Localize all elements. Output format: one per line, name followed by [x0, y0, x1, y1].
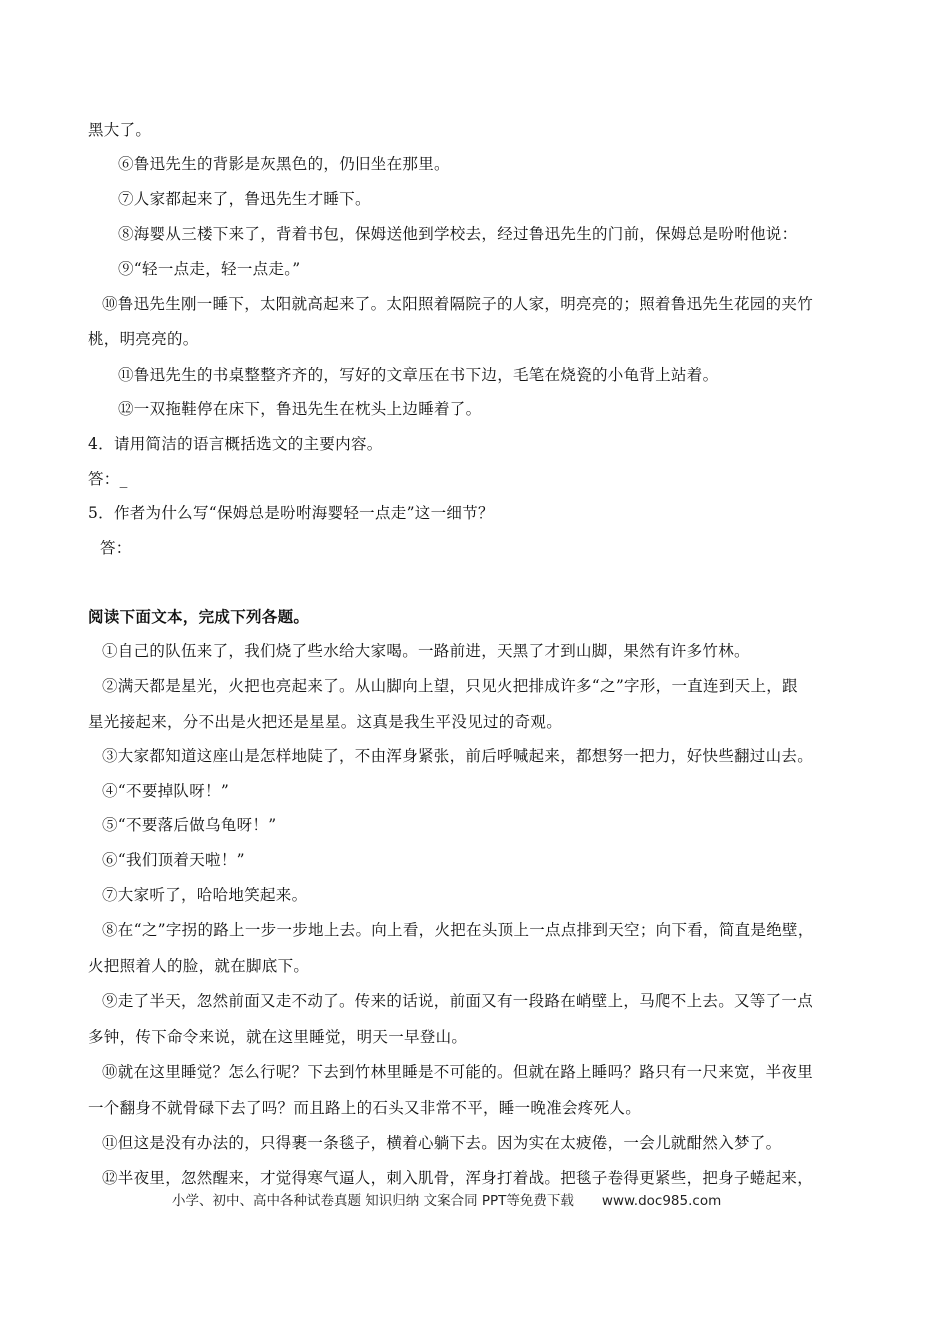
paragraph-line: 一个翻身不就骨碌下去了吗？而且路上的石头又非常不平，睡一晚准会疼死人。 — [88, 1099, 642, 1117]
answer-4: 答：_ — [88, 470, 128, 488]
paragraph-line: ③大家都知道这座山是怎样地陡了，不由浑身紧张，前后呼喊起来，都想努一把力，好快些翻过山去。 — [102, 747, 814, 765]
paragraph-line: ⑨“轻一点走，轻一点走。” — [118, 260, 301, 278]
paragraph-line: ⑫一双拖鞋停在床下，鲁迅先生在枕头上边睡着了。 — [118, 400, 482, 418]
paragraph-line: ⑤“不要落后做乌龟呀！” — [102, 816, 277, 834]
answer-5: 答： — [100, 539, 132, 557]
paragraph-line: ①自己的队伍来了，我们烧了些水给大家喝。一路前进，天黑了才到山脚，果然有许多竹林。 — [102, 642, 750, 660]
paragraph-line: 桃，明亮亮的。 — [88, 330, 199, 348]
paragraph-line: ⑪但这是没有办法的，只得裹一条毯子，横着心躺下去。因为实在太疲倦，一会儿就酣然入梦了。 — [102, 1134, 782, 1152]
paragraph-line: ⑥鲁迅先生的背影是灰黑色的，仍旧坐在那里。 — [118, 155, 450, 173]
paragraph-line: ⑦人家都起来了，鲁迅先生才睡下。 — [118, 190, 371, 208]
paragraph-line: ⑧在“之”字拐的路上一步一步地上去。向上看，火把在头顶上一点点排到天空；向下看，简直是绝壁， — [102, 921, 814, 939]
paragraph-line: ⑫半夜里，忽然醒来，才觉得寒气逼人，刺入肌骨，浑身打着战。把毯子卷得更紧些，把身子蜷起来， — [102, 1169, 814, 1187]
paragraph-line: 黑大了。 — [88, 121, 152, 139]
paragraph-line: 火把照着人的脸，就在脚底下。 — [88, 957, 310, 975]
paragraph-line: ⑩鲁迅先生刚一睡下，太阳就高起来了。太阳照着隔院子的人家，明亮亮的；照着鲁迅先生花园的夹竹 — [102, 295, 814, 313]
question-5: 5．作者为什么写“保姆总是吩咐海婴轻一点走”这一细节？ — [88, 504, 494, 522]
paragraph-line: ②满天都是星光，火把也亮起来了。从山脚向上望，只见火把排成许多“之”字形，一直连到天上，跟 — [102, 677, 798, 695]
footer-url-link[interactable]: www.doc985.com — [601, 1193, 722, 1209]
paragraph-line: ④“不要掉队呀！” — [102, 782, 230, 800]
paragraph-line: 多钟，传下命令来说，就在这里睡觉，明天一早登山。 — [88, 1028, 468, 1046]
footer-text: 小学、初中、高中各种试卷真题 知识归纳 文案合同 PPT等免费下载 — [172, 1193, 574, 1209]
page-footer — [172, 1192, 721, 1210]
question-4: 4．请用简洁的语言概括选文的主要内容。 — [88, 435, 383, 453]
paragraph-line: ⑦大家听了，哈哈地笑起来。 — [102, 886, 308, 904]
paragraph-line: ⑩就在这里睡觉？怎么行呢？下去到竹林里睡是不可能的。但就在路上睡吗？路只有一尺来宽，半夜里 — [102, 1063, 814, 1081]
paragraph-line: 星光接起来，分不出是火把还是星星。这真是我生平没见过的奇观。 — [88, 713, 563, 731]
paragraph-line: ⑧海婴从三楼下来了，背着书包，保姆送他到学校去，经过鲁迅先生的门前，保姆总是吩咐他说： — [118, 225, 798, 243]
paragraph-line: ⑥“我们顶着天啦！” — [102, 851, 245, 869]
section-heading: 阅读下面文本，完成下列各题。 — [88, 608, 310, 626]
paragraph-line: ⑨走了半天，忽然前面又走不动了。传来的话说，前面又有一段路在峭壁上，马爬不上去。又等了一点 — [102, 992, 814, 1010]
paragraph-line: ⑪鲁迅先生的书桌整整齐齐的，写好的文章压在书下边，毛笔在烧瓷的小龟背上站着。 — [118, 366, 719, 384]
